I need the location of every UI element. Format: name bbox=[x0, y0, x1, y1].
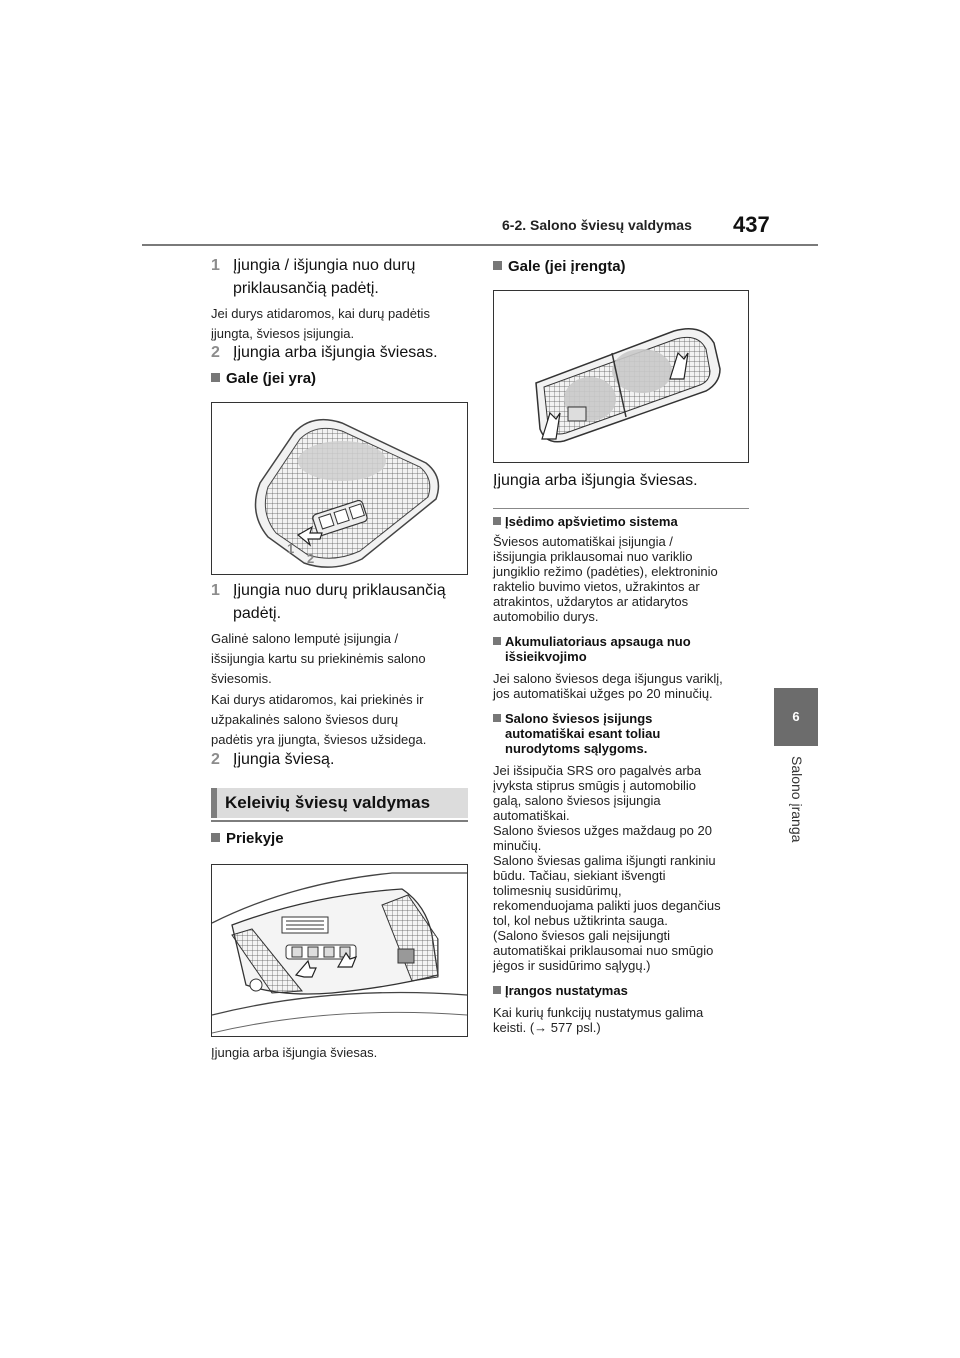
bullet-square-icon bbox=[211, 373, 220, 382]
note-line: Galinė salono lemputė įsijungia / bbox=[211, 631, 399, 646]
info-block-customization bbox=[493, 983, 755, 1035]
info-head: Salono šviesos įsijungs automatiškai esant toliau nurodytoms sąlygoms. bbox=[493, 711, 755, 756]
header-rule bbox=[142, 244, 818, 246]
bullet-square-icon bbox=[493, 637, 501, 645]
heading-rear-if-equipped: Gale (jei yra) bbox=[211, 370, 316, 387]
page-reference-link[interactable]: keisti. (→ 577 psl.) bbox=[493, 1020, 601, 1035]
note-door-open bbox=[211, 304, 471, 344]
info-body: Jei išsipučia SRS oro pagalvės arba įvyksta stiprus smūgis į automobilio galą, salono šviesos įsijungia automatiškai. Salono šviesos užges maždaug po 20 minučių. Salono šviesas galima išjungti rankiniu būdu. Tačiau, siekiant išvengti tolimesnių susidūrimų, rekomenduojama palikti juos degančius tol, kol nebus užtikrinta sauga. (Salono šviesos gali neįsijungti automatiškai priklausomai nuo smūgio jėgos ir susidūrimo sąlygų.) bbox=[493, 763, 721, 973]
bullet-square-icon bbox=[211, 833, 220, 842]
note-line: išsijungia kartu su priekinėmis salono bbox=[211, 651, 426, 666]
figure-rear-lamp-installed bbox=[493, 290, 749, 463]
info-blocks bbox=[493, 514, 755, 1035]
step-door-position-rear bbox=[211, 579, 471, 625]
rear-lamp-illustration bbox=[212, 403, 467, 574]
caption-rear: Įjungia arba išjungia šviesas. bbox=[493, 472, 698, 489]
info-body: Šviesos automatiškai įsijungia / išsijungia priklausomai nuo variklio jungiklio režimo (padėties), elektroninio raktelio buvimo vietos, užrakintos ar atrakintos, uždarytos ar atidarytos automobilio durys. bbox=[493, 534, 718, 624]
step-text: priklausančią padėtį. bbox=[233, 280, 379, 297]
note-line: užpakalinės salono šviesos durų bbox=[211, 712, 399, 727]
heading-rear-if-installed: Gale (jei įrengta) bbox=[493, 258, 626, 275]
section-divider bbox=[493, 508, 749, 509]
note-line: padėtis yra įjungta, šviesos užsidega. bbox=[211, 732, 427, 747]
figure-front-lamp bbox=[211, 864, 468, 1037]
step-text: Įjungia / išjungia nuo durų bbox=[233, 257, 416, 274]
step-lights-toggle bbox=[211, 341, 471, 364]
callout-1: 1 bbox=[287, 541, 295, 556]
info-block-entry-light bbox=[493, 514, 755, 624]
info-head: Akumuliatoriaus apsauga nuo išsieikvojimo bbox=[493, 634, 755, 664]
info-body: Kai kurių funkcijų nustatymus galima keisti. (→ 577 psl.) bbox=[493, 1005, 755, 1035]
chapter-label: Salono įranga bbox=[789, 756, 805, 843]
note-rear-lamp-sync bbox=[211, 629, 471, 689]
heading-front: Priekyje bbox=[211, 830, 284, 847]
step-number: 2 bbox=[211, 344, 220, 361]
step-light-on bbox=[211, 748, 471, 771]
bullet-square-icon bbox=[493, 986, 501, 994]
note-line: šviesomis. bbox=[211, 671, 272, 686]
caption-front: Įjungia arba išjungia šviesas. bbox=[211, 1045, 378, 1060]
step-number: 1 bbox=[211, 582, 220, 599]
step-text: Įjungia arba išjungia šviesas. bbox=[233, 344, 438, 361]
step-number: 1 bbox=[211, 257, 220, 274]
section-heading-rule bbox=[211, 820, 468, 822]
note-line: įjungta, šviesos įsijungia. bbox=[211, 326, 355, 341]
step-text: padėtį. bbox=[233, 605, 282, 622]
note-doors-open-lights bbox=[211, 690, 471, 750]
page-number: 437 bbox=[733, 212, 770, 237]
section-title: 6-2. Salono šviesų valdymas bbox=[502, 217, 692, 233]
bullet-square-icon bbox=[493, 261, 502, 270]
step-text: Įjungia nuo durų priklausančią bbox=[233, 582, 446, 599]
bullet-square-icon bbox=[493, 517, 501, 525]
chapter-tab: 6 bbox=[774, 688, 818, 746]
rear-lamp-installed-illustration bbox=[494, 291, 748, 462]
note-line: Kai durys atidaromos, kai priekinės ir bbox=[211, 692, 424, 707]
info-head: Įsėdimo apšvietimo sistema bbox=[493, 514, 755, 529]
info-head: Įrangos nustatymas bbox=[493, 983, 755, 998]
step-text: Įjungia šviesą. bbox=[233, 751, 335, 768]
step-number: 2 bbox=[211, 751, 220, 768]
section-heading: Keleivių šviesų valdymas bbox=[211, 788, 468, 818]
figure-rear-lamp bbox=[211, 402, 468, 575]
info-body: Jei salono šviesos dega išjungus variklį, jos automatiškai užges po 20 minučių. bbox=[493, 671, 723, 701]
bullet-square-icon bbox=[493, 714, 501, 722]
front-lamp-illustration bbox=[212, 865, 467, 1036]
note-line: Jei durys atidaromos, kai durų padėtis bbox=[211, 306, 430, 321]
callout-2: 2 bbox=[307, 551, 315, 566]
info-block-battery-saver bbox=[493, 634, 755, 701]
info-block-auto-on bbox=[493, 711, 755, 973]
step-door-position bbox=[211, 254, 471, 300]
